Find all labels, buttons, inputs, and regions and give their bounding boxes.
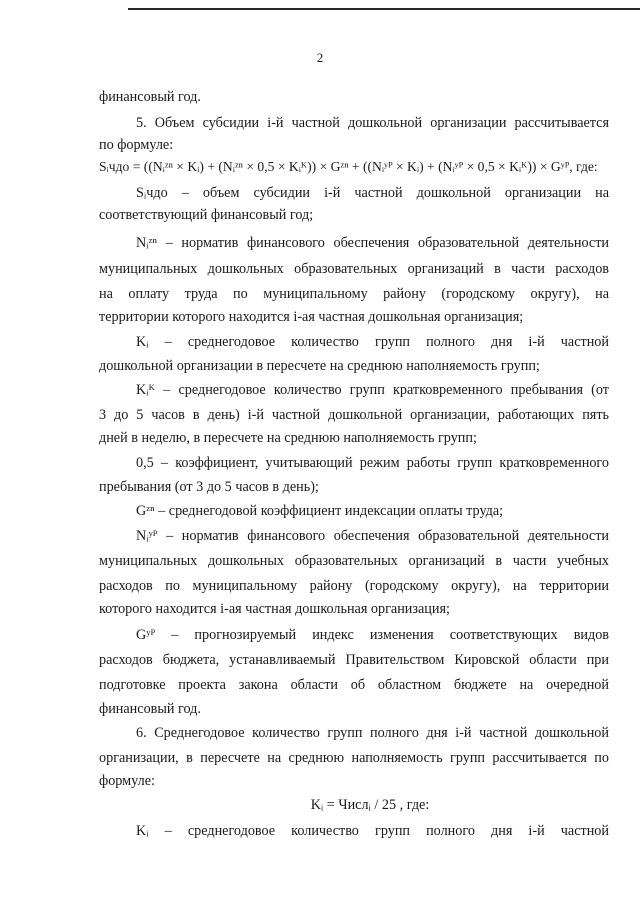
- definition-g-zp: Gᶻⁿ – среднегодовой коэффициент индексации оплаты труда;: [136, 503, 504, 519]
- text-line: 3 до 5 часов в день) i-й частной дошкольной организации, работающих пять: [99, 407, 609, 423]
- k-formula: Kᵢ = Числᵢ / 25 , где:: [310, 797, 430, 813]
- text-line: дошкольной организации в пересчете на среднюю наполняемость групп;: [99, 358, 540, 374]
- definition-n-ur: Nᵢʸᴾ – норматив финансового обеспечения образовательной деятельности: [136, 528, 609, 544]
- definition-k: Kᵢ – среднегодовое количество групп полного дня i-й частной: [136, 334, 609, 350]
- text-line: финансовый год.: [99, 701, 201, 717]
- text-line: организации, в пересчете на среднюю наполняемость групп рассчитывается по: [99, 750, 609, 766]
- text-line: муниципальных дошкольных образовательных организаций в части учебных: [99, 553, 609, 569]
- page-number: 2: [316, 50, 324, 65]
- definition-s: Sᵢчдо – объем субсидии i-й частной дошкольной организации на: [136, 185, 609, 201]
- definition-k-short: Kᵢᴷ – среднегодовое количество групп кратковременного пребывания (от: [136, 382, 609, 398]
- text-line: территории которого находится i-ая частная дошкольная организация;: [99, 309, 524, 325]
- section-6-heading: 6. Среднегодовое количество групп полного дня i-й частной дошкольной: [136, 725, 609, 741]
- section-5-heading: 5. Объем субсидии i-й частной дошкольной организации рассчитывается: [136, 115, 609, 131]
- subsidy-formula: Sᵢчдо = ((Nᵢᶻⁿ × Kᵢ) + (Nᵢᶻⁿ × 0,5 × Kᵢᴷ)) × Gᶻⁿ + ((Nᵢʸᴾ × Kᵢ) + (Nᵢʸᴾ × 0,5 × Kᵢᴷ)) × Gʸᴾ, где:: [99, 159, 598, 174]
- text-line: расходов по муниципальному району (городскому округу), на территории: [99, 578, 609, 594]
- text-line: пребывания (от 3 до 5 часов в день);: [99, 479, 319, 495]
- text-line: муниципальных дошкольных образовательных организаций в части расходов: [99, 261, 609, 277]
- top-rule: [128, 8, 640, 10]
- text-line: расходов бюджета, устанавливаемый Правительством Кировской области при: [99, 652, 609, 668]
- text-line: которого находится i-ая частная дошкольная организация;: [99, 601, 450, 617]
- definition-n-zp: Nᵢᶻⁿ – норматив финансового обеспечения образовательной деятельности: [136, 235, 609, 251]
- text-line: на оплату труда по муниципальному району (городскому округу), на: [99, 286, 609, 302]
- text-line: формуле:: [99, 773, 155, 789]
- text-line: по формуле:: [99, 137, 174, 153]
- text-line: финансовый год.: [99, 89, 201, 105]
- text-line: подготовке проекта закона области об областном бюджете на очередной: [99, 677, 609, 693]
- definition-k-final: Kᵢ – среднегодовое количество групп полного дня i-й частной: [136, 823, 609, 839]
- definition-g-ur: Gʸᴾ – прогнозируемый индекс изменения соответствующих видов: [136, 627, 609, 643]
- text-line: соответствующий финансовый год;: [99, 207, 314, 223]
- definition-coefficient: 0,5 – коэффициент, учитывающий режим работы групп кратковременного: [136, 455, 609, 471]
- text-line: дней в неделю, в пересчете на среднюю наполняемость групп;: [99, 430, 477, 446]
